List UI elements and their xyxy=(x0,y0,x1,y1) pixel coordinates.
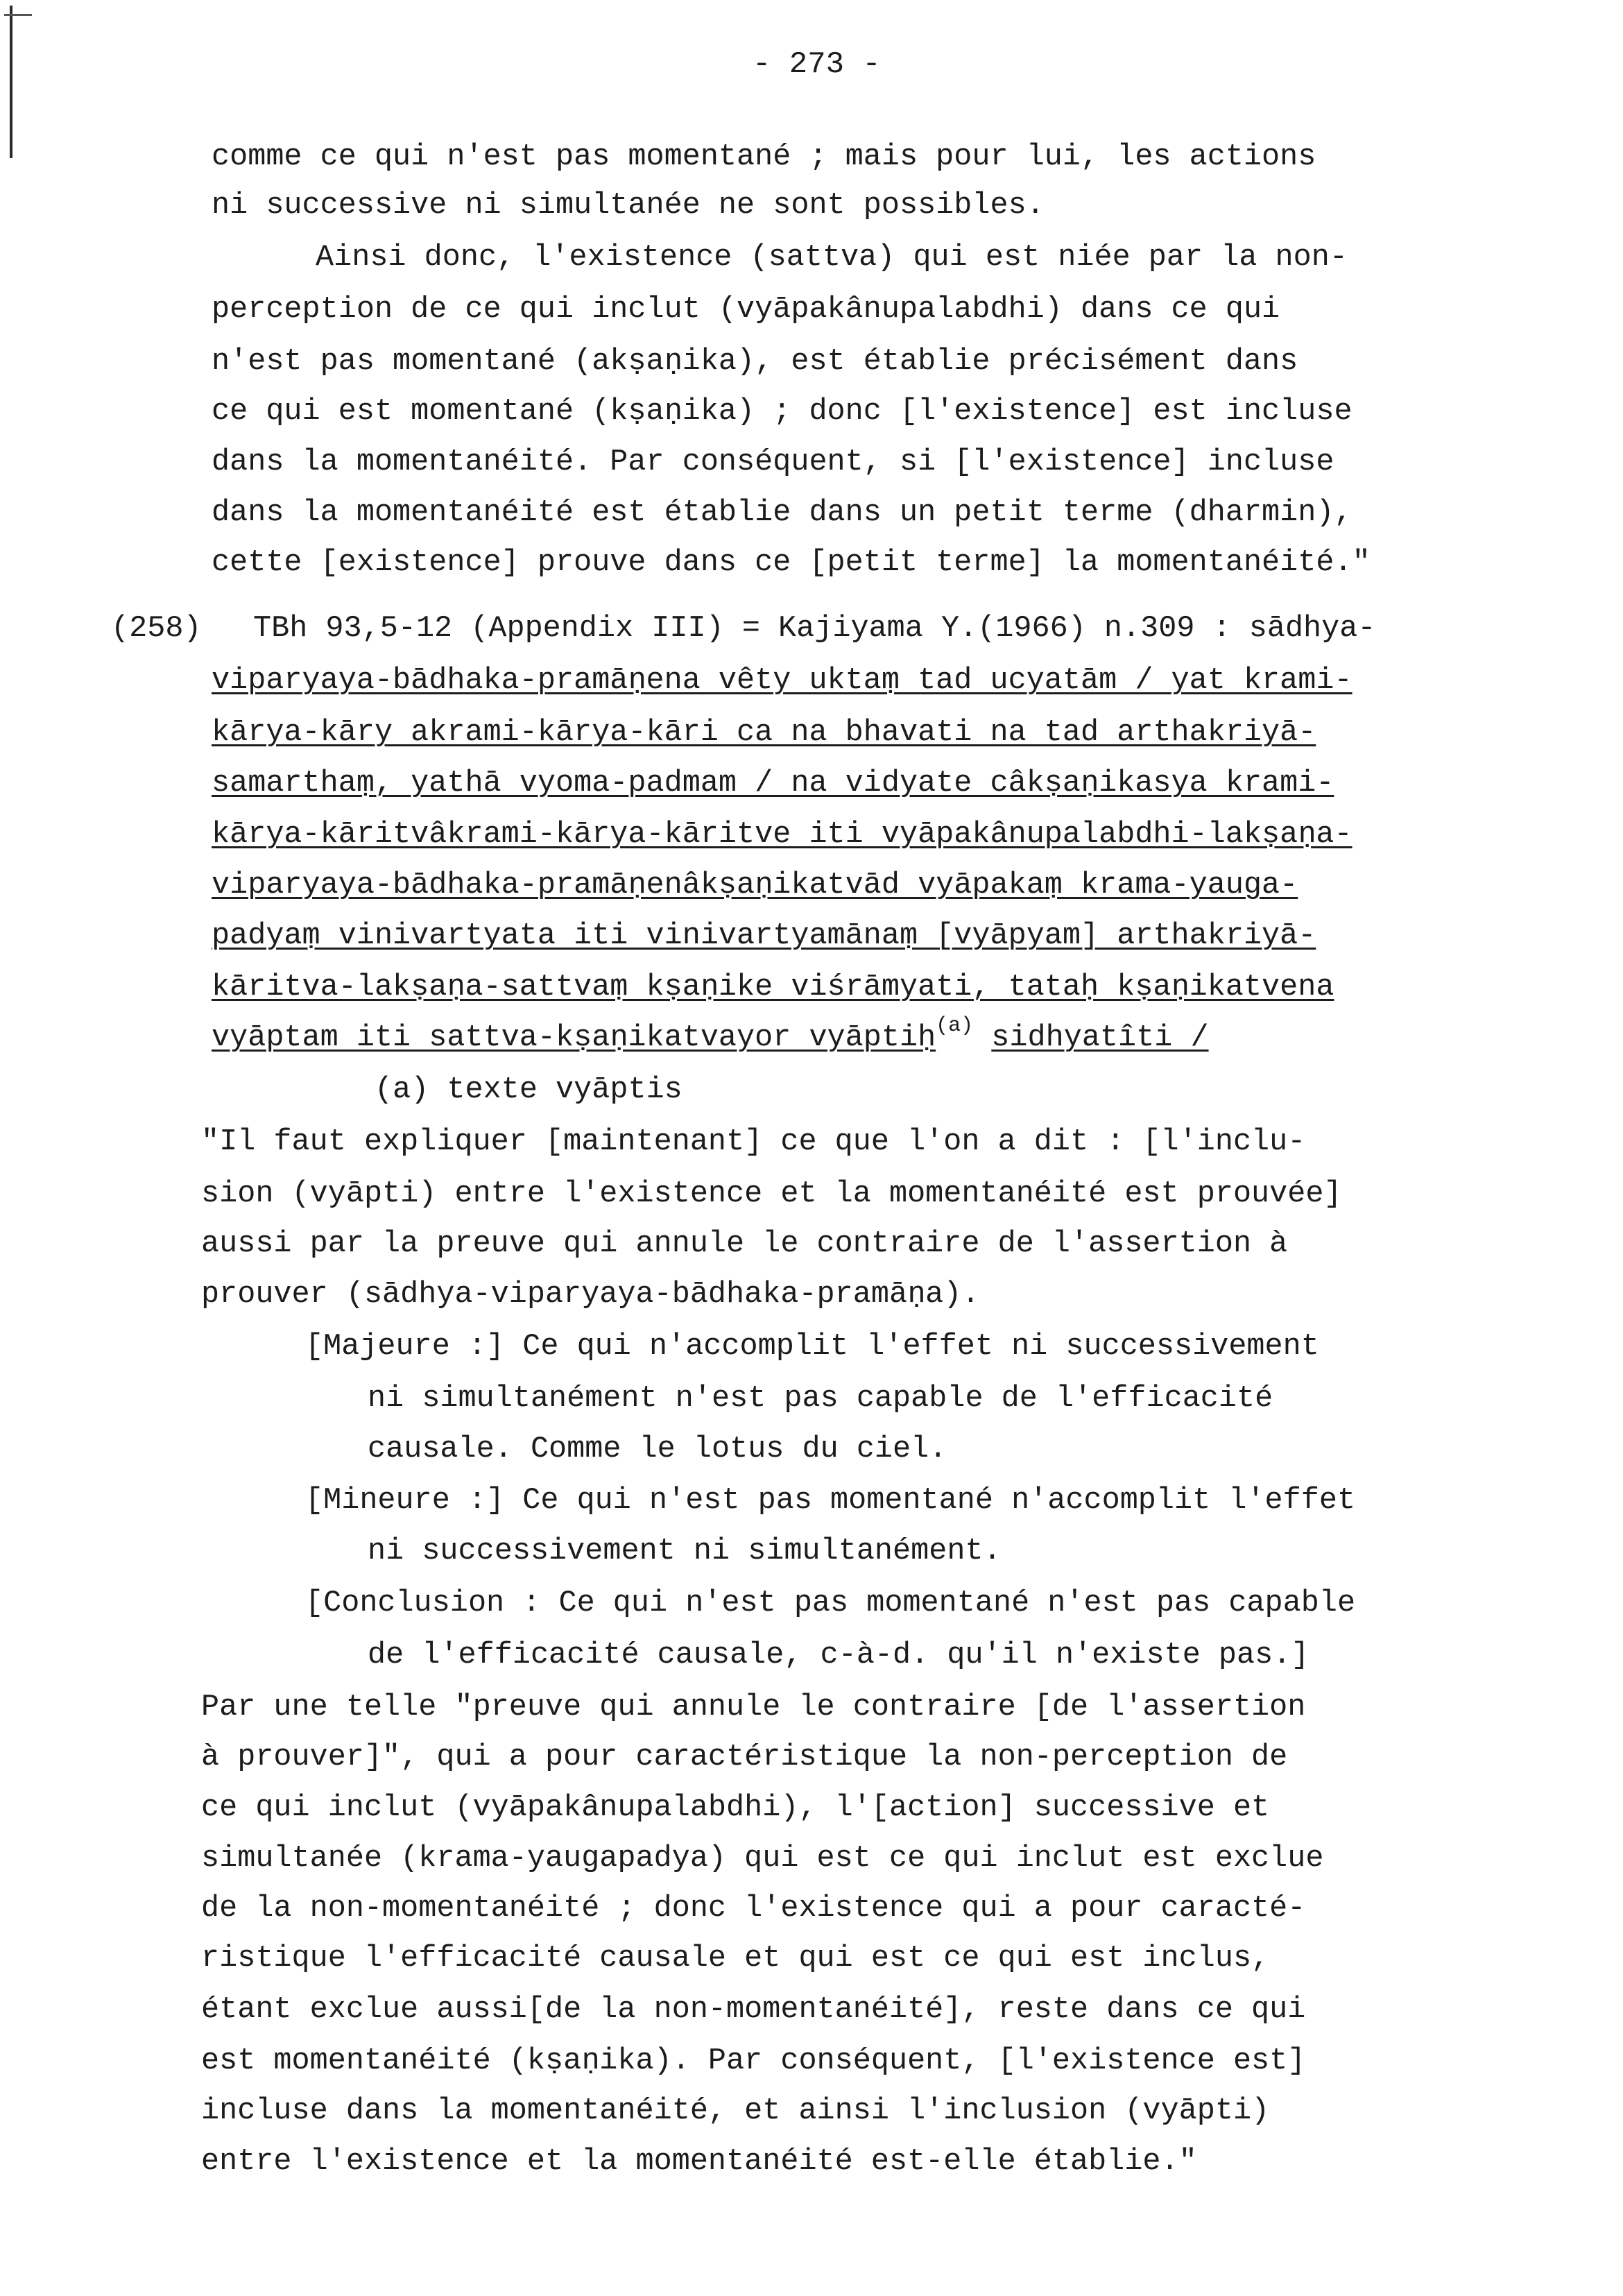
footnote-ref: (a) xyxy=(936,1013,974,1038)
text-line: simultanée (krama-yaugapadya) qui est ce qui inclut est exclue xyxy=(201,1842,1324,1876)
text-line: n'est pas momentané (akṣaṇika), est établie précisément dans xyxy=(212,345,1298,379)
text-line: ni successive ni simultanée ne sont possibles. xyxy=(212,189,1045,223)
text-line: ce qui est momentané (kṣaṇika) ; donc [l'existence] est incluse xyxy=(212,395,1352,429)
text-line: entre l'existence et la momentanéité est-elle établie." xyxy=(201,2145,1197,2179)
text-line: à prouver]", qui a pour caractéristique la non-perception de xyxy=(201,1740,1288,1774)
text-line: ce qui inclut (vyāpakânupalabdhi), l'[action] successive et xyxy=(201,1791,1270,1825)
text-line: [Majeure :] Ce qui n'accomplit l'effet ni successivement xyxy=(305,1330,1319,1364)
text-line: cette [existence] prouve dans ce [petit terme] la momentanéité." xyxy=(212,546,1371,580)
text-line: de l'efficacité causale, c-à-d. qu'il n'existe pas.] xyxy=(368,1638,1309,1672)
text-line: prouver (sādhya-viparyaya-bādhaka-pramāṇa). xyxy=(201,1278,980,1312)
sanskrit-line-last xyxy=(212,1013,1209,1055)
text-line: causale. Comme le lotus du ciel. xyxy=(368,1432,947,1466)
sanskrit-line: viparyaya-bādhaka-pramāṇenâkṣaṇikatvād vyāpakaṃ krama-yauga- xyxy=(212,868,1298,902)
text-line: TBh 93,5-12 (Appendix III) = Kajiyama Y.(1966) n.309 : sādhya- xyxy=(253,612,1376,646)
text-line: dans la momentanéité est établie dans un petit terme (dharmin), xyxy=(212,496,1352,530)
text-line: ristique l'efficacité causale et qui est ce qui est inclus, xyxy=(201,1942,1270,1976)
text-line: perception de ce qui inclut (vyāpakânupalabdhi) dans ce qui xyxy=(212,293,1280,327)
text-line: [Mineure :] Ce qui n'est pas momentané n'accomplit l'effet xyxy=(305,1484,1356,1518)
text-line: de la non-momentanéité ; donc l'existence qui a pour caracté- xyxy=(201,1892,1306,1926)
text-line: incluse dans la momentanéité, et ainsi l'inclusion (vyāpti) xyxy=(201,2094,1270,2128)
sanskrit-line: kāritva-lakṣaṇa-sattvaṃ kṣaṇike viśrāmyati, tataḥ kṣaṇikatvena xyxy=(212,970,1334,1004)
text-line: ni successivement ni simultanément. xyxy=(368,1534,1002,1568)
text-line: Par une telle "preuve qui annule le contraire [de l'assertion xyxy=(201,1690,1306,1724)
text-line: Ainsi donc, l'existence (sattva) qui est niée par la non- xyxy=(316,241,1348,275)
sanskrit-line: padyaṃ vinivartyata iti vinivartyamānaṃ [vyāpyam] arthakriyā- xyxy=(212,919,1316,953)
sanskrit-line: viparyaya-bādhaka-pramāṇena vêty uktaṃ tad ucyatām / yat krami- xyxy=(212,664,1352,698)
text-line: [Conclusion : Ce qui n'est pas momentané n'est pas capable xyxy=(305,1586,1356,1620)
footnote-text: (a) texte vyāptis xyxy=(375,1073,682,1107)
text-line: "Il faut expliquer [maintenant] ce que l'on a dit : [l'inclu- xyxy=(201,1125,1306,1159)
sanskrit-line: kārya-kāry akrami-kārya-kāri ca na bhavati na tad arthakriyā- xyxy=(212,716,1316,750)
text-line: étant exclue aussi[de la non-momentanéité], reste dans ce qui xyxy=(201,1993,1306,2027)
margin-mark xyxy=(10,6,12,158)
text-line: est momentanéité (kṣaṇika). Par conséquent, [l'existence est] xyxy=(201,2044,1306,2078)
page-number: - 273 - xyxy=(753,47,881,82)
sanskrit-line: kārya-kāritvâkrami-kārya-kāritve iti vyāpakânupalabdhi-lakṣaṇa- xyxy=(212,818,1352,852)
text-line: dans la momentanéité. Par conséquent, si [l'existence] incluse xyxy=(212,445,1334,479)
sanskrit-text: vyāptam iti sattva-kṣaṇikatvayor vyāptiḥ xyxy=(212,1021,936,1055)
note-number: (258) xyxy=(111,612,202,646)
sanskrit-line: samarthaṃ, yathā vyoma-padmam / na vidyate câkṣaṇikasya krami- xyxy=(212,766,1334,800)
text-line: sion (vyāpti) entre l'existence et la momentanéité est prouvée] xyxy=(201,1177,1342,1211)
text-line: comme ce qui n'est pas momentané ; mais pour lui, les actions xyxy=(212,140,1316,174)
sanskrit-tail: sidhyatîti / xyxy=(991,1021,1209,1055)
text-line: ni simultanément n'est pas capable de l'efficacité xyxy=(368,1382,1273,1416)
text-line: aussi par la preuve qui annule le contraire de l'assertion à xyxy=(201,1227,1288,1261)
margin-mark-top xyxy=(4,14,32,16)
